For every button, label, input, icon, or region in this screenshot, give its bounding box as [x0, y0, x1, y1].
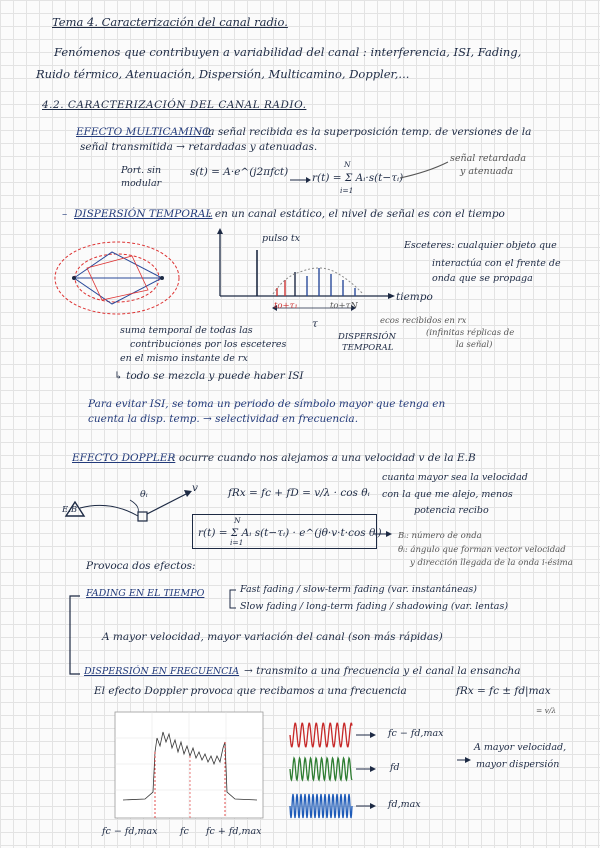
intro-line-2: Ruido térmico, Atenuación, Dispersión, Multicamino, Doppler,... — [36, 67, 410, 81]
bi-note-1: Bᵢ: número de onda — [398, 531, 482, 541]
received-frequency: fRx = fc ± fd|max — [456, 685, 551, 697]
doppler-boxed-equation: r(t) = Σ Aᵢ s(t−τᵢ) · e^(jθ·v·t·cos θᵢ) — [198, 527, 382, 539]
delayed-note-1: señal retardada — [450, 153, 527, 164]
spectrum-label-center: fc — [180, 826, 189, 837]
temporal-sum-4: ↳ todo se mezcla y puede haber ISI — [114, 370, 304, 382]
echoes-label-1: ecos recibidos en rx — [380, 316, 467, 326]
avoid-isi-1: Para evitar ISI, se toma un periodo de símbolo mayor que tenga en — [88, 398, 446, 410]
wave-label-3: fd,max — [388, 799, 421, 810]
box-sum-upper: N — [234, 516, 241, 525]
port-label-2: modular — [121, 178, 162, 189]
multicamino-text-2: señal transmitida → retardadas y atenuadas. — [80, 141, 318, 153]
temporal-sum-2: contribuciones por los esceteres — [130, 339, 287, 350]
velocity-label: v — [192, 482, 198, 494]
avoid-isi-2: cuenta la disp. temp. → selectividad en frecuencia. — [88, 413, 359, 425]
port-label-1: Port. sin — [121, 165, 162, 176]
time-axis-label: tiempo — [396, 291, 433, 303]
bi-note-2: θᵢ: ángulo que forman vector velocidad — [398, 545, 566, 555]
multicamino-heading: EFECTO MULTICAMINO — [76, 126, 211, 138]
provoca-label: Provoca dos efectos: — [86, 560, 196, 572]
tn-label: to+τN — [330, 301, 358, 311]
wave-label-2: fd — [390, 762, 400, 773]
fd-max-value: = v/λ — [536, 706, 557, 715]
delayed-note-2: y atenuada — [460, 166, 514, 177]
dispersion-dash: – — [62, 208, 68, 220]
doppler-spectrum-plot — [115, 712, 265, 822]
freq-dispersion-text: → transmito a una frecuencia y el canal la ensancha — [244, 665, 521, 677]
speed-dispersion-1: A mayor velocidad, — [474, 742, 567, 753]
signal-equation: s(t) = A·e^(j2πfct) — [190, 166, 289, 178]
spectrum-label-right: fc + fd,max — [206, 826, 262, 837]
doppler-heading: EFECTO DOPPLER — [72, 452, 176, 464]
temporal-sum-3: en el mismo instante de rx — [120, 353, 248, 364]
speed-variation-note: A mayor velocidad, mayor variación del canal (son más rápidas) — [102, 631, 443, 643]
sum-upper-limit: N — [344, 160, 351, 169]
doppler-frequency-line: El efecto Doppler provoca que recibamos a una frecuencia — [94, 685, 407, 697]
box-sum-lower: i=1 — [230, 538, 244, 547]
speed-note-3: potencia recibo — [414, 505, 489, 516]
speed-note-1: cuanta mayor sea la velocidad — [382, 472, 528, 483]
scatterer-def-1: Esceteres: cualquier objeto que — [404, 240, 557, 251]
disp-temporal-label-2: TEMPORAL — [342, 343, 394, 353]
sum-lower-limit: i=1 — [340, 186, 354, 195]
echoes-label-2: (infinitas réplicas de — [426, 328, 515, 338]
bi-note-3: y dirección llegada de la onda i-ésima — [410, 558, 573, 568]
scatterer-def-3: onda que se propaga — [432, 273, 533, 284]
theta-label: θᵢ — [140, 489, 148, 500]
received-equation: r(t) = Σ Aᵢ·s(t−τᵢ) — [312, 172, 404, 184]
speed-arrow — [455, 748, 475, 768]
speed-note-2: con la que me alejo, menos — [382, 489, 513, 500]
spectrum-label-left: fc − fd,max — [102, 826, 158, 837]
fast-fading: Fast fading / slow-term fading (var. instantáneas) — [240, 584, 477, 595]
intro-line-1: Fenómenos que contribuyen a variabilidad del canal : interferencia, ISI, Fading, — [54, 45, 522, 59]
doppler-text: : ocurre cuando nos alejamos a una velocidad v de la E.B — [172, 452, 476, 464]
section-heading: 4.2. CARACTERIZACIÓN DEL CANAL RADIO. — [42, 99, 307, 111]
fading-heading: FADING EN EL TIEMPO — [86, 588, 205, 599]
dispersion-temporal-heading: DISPERSIÓN TEMPORAL — [74, 208, 213, 220]
speed-dispersion-2: mayor dispersión — [476, 759, 560, 770]
slow-fading: Slow fading / long-term fading / shadowing (var. lentas) — [240, 601, 509, 612]
echoes-label-3: la señal) — [456, 340, 493, 350]
multicamino-text-1: : la señal recibida es la superposición temp. de versiones de la — [198, 126, 532, 138]
wave-label-1: fc − fd,max — [388, 728, 444, 739]
t0-label: to+τ₁ — [274, 301, 298, 311]
eb-label: E.B — [62, 505, 78, 515]
scatterer-def-2: interactúa con el frente de — [432, 258, 561, 269]
dispersion-temporal-text: : en un canal estático, el nivel de señal es con el tiempo — [208, 208, 505, 220]
freq-dispersion-heading: DISPERSIÓN EN FRECUENCIA — [84, 666, 240, 677]
doppler-frequency-equation: fRx = fc + fD = v/λ · cos θᵢ — [228, 487, 370, 499]
doppler-waves — [290, 716, 400, 826]
pulse-label: pulso tx — [262, 233, 301, 244]
tau-label: τ — [312, 318, 318, 330]
page-title: Tema 4. Caracterización del canal radio. — [52, 15, 288, 29]
disp-temporal-label-1: DISPERSIÓN — [338, 332, 396, 342]
temporal-sum-1: suma temporal de todas las — [120, 325, 253, 336]
